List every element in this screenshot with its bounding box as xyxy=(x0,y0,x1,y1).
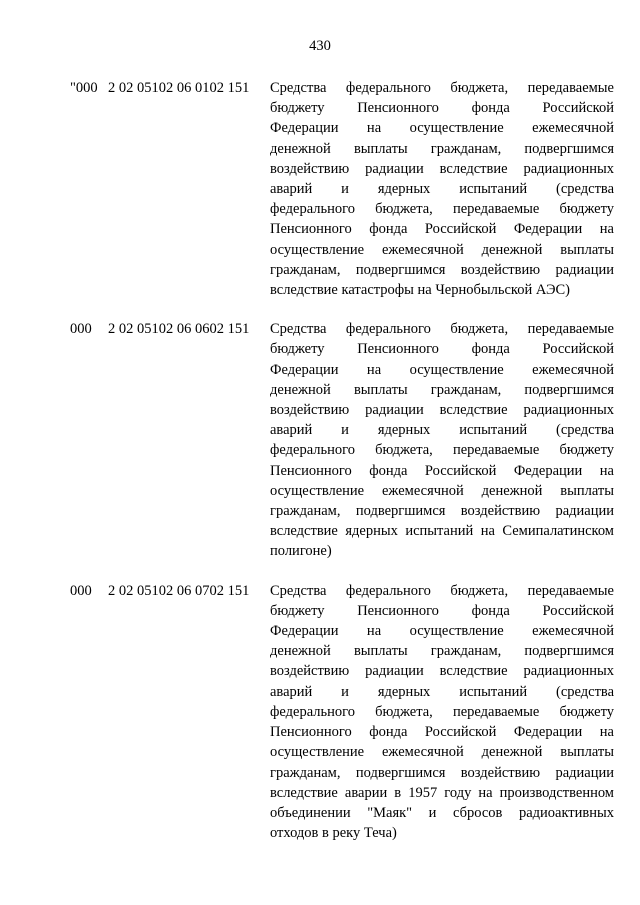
budget-code-list xyxy=(0,78,640,862)
description-line: аварий и ядерных испытаний (средства xyxy=(270,422,614,439)
description-line: отходов в реку Теча) xyxy=(270,825,397,842)
description-line: Средства федерального бюджета, передаваемые xyxy=(270,582,614,599)
description-line: вследствие катастрофы на Чернобыльской АЭС) xyxy=(270,282,571,299)
entry-description xyxy=(270,78,614,300)
description-line: денежной выплаты гражданам, подвергшимся xyxy=(270,140,614,157)
description-line: объединении "Маяк" и сбросов радиоактивных xyxy=(270,804,614,821)
description-line: бюджету Пенсионного фонда Российской xyxy=(270,100,614,117)
budget-entry xyxy=(0,319,640,561)
budget-entry xyxy=(0,581,640,844)
entry-description xyxy=(270,319,614,561)
description-line: гражданам, подвергшимся воздействию радиации xyxy=(270,503,614,520)
budget-entry xyxy=(0,78,640,300)
description-line: осуществление ежемесячной денежной выплаты xyxy=(270,482,614,499)
description-line: полигоне) xyxy=(270,543,332,560)
description-line: воздействию радиации вследствие радиационных xyxy=(270,663,614,680)
entry-budget-code: 2 02 05102 06 0102 151 xyxy=(108,80,250,96)
description-line: денежной выплаты гражданам, подвергшимся xyxy=(270,381,614,398)
entry-description xyxy=(270,581,614,844)
description-line: Средства федерального бюджета, передаваемые xyxy=(270,321,614,338)
entry-admin-code: 000 xyxy=(70,582,92,599)
description-line: вследствие аварии в 1957 году на производственном xyxy=(270,784,614,801)
description-line: вследствие ядерных испытаний на Семипалатинском xyxy=(270,523,614,540)
entry-budget-code: 2 02 05102 06 0602 151 xyxy=(108,321,250,338)
description-line: Федерации на осуществление ежемесячной xyxy=(270,120,614,137)
description-line: Средства федерального бюджета, передаваемые xyxy=(270,80,614,96)
page-number: 430 xyxy=(309,38,331,54)
description-line: воздействию радиации вследствие радиационных xyxy=(270,402,614,419)
description-line: федерального бюджета, передаваемые бюджету xyxy=(270,442,614,459)
description-line: Пенсионного фонда Российской Федерации на xyxy=(270,724,614,741)
description-line: Пенсионного фонда Российской Федерации на xyxy=(270,221,614,238)
description-line: денежной выплаты гражданам, подвергшимся xyxy=(270,643,614,660)
entry-budget-code: 2 02 05102 06 0702 151 xyxy=(108,582,250,599)
description-line: гражданам, подвергшимся воздействию радиации xyxy=(270,261,614,278)
description-line: гражданам, подвергшимся воздействию радиации xyxy=(270,764,614,781)
description-line: осуществление ежемесячной денежной выплаты xyxy=(270,744,614,761)
description-line: аварий и ядерных испытаний (средства xyxy=(270,181,614,198)
description-line: бюджету Пенсионного фонда Российской xyxy=(270,341,614,358)
description-line: Федерации на осуществление ежемесячной xyxy=(270,623,614,640)
entry-admin-code: 000 xyxy=(70,321,92,338)
description-line: аварий и ядерных испытаний (средства xyxy=(270,683,614,700)
description-line: федерального бюджета, передаваемые бюджету xyxy=(270,201,614,218)
description-line: осуществление ежемесячной денежной выплаты xyxy=(270,241,614,258)
entry-admin-code: "000 xyxy=(70,80,98,96)
description-line: бюджету Пенсионного фонда Российской xyxy=(270,602,614,619)
description-line: воздействию радиации вследствие радиационных xyxy=(270,160,614,177)
description-line: Федерации на осуществление ежемесячной xyxy=(270,361,614,378)
description-line: федерального бюджета, передаваемые бюджету xyxy=(270,703,614,720)
description-line: Пенсионного фонда Российской Федерации на xyxy=(270,462,614,479)
